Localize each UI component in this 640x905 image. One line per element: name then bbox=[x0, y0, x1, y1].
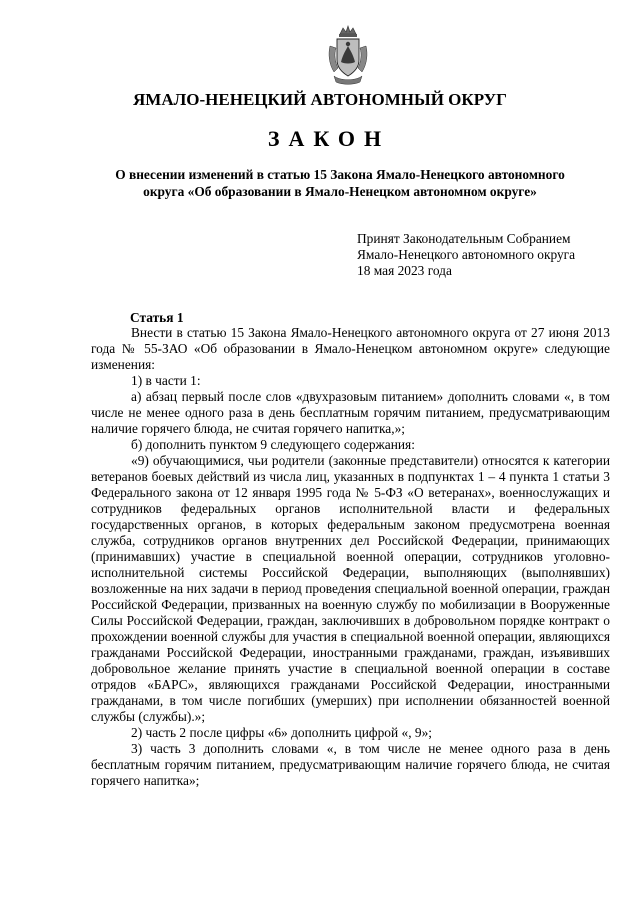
article-paragraph: Внести в статью 15 Закона Ямало-Ненецкого автономного округа от 27 июня 2013 года № 55-ЗАО «Об образовании в Ямало-Ненецком автономном округе» следующие изменения: bbox=[91, 325, 610, 372]
article-body bbox=[91, 325, 610, 789]
adoption-date: 18 мая 2023 года bbox=[357, 263, 452, 278]
coat-of-arms-icon bbox=[326, 24, 370, 86]
article-paragraph: б) дополнить пунктом 9 следующего содержания: bbox=[131, 437, 415, 452]
law-subtitle bbox=[80, 166, 600, 200]
adoption-line-2: Ямало-Ненецкого автономного округа bbox=[357, 247, 576, 262]
article-paragraph: 1) в части 1: bbox=[131, 373, 201, 388]
law-heading: ЗАКОН bbox=[267, 126, 391, 151]
adoption-block bbox=[357, 231, 627, 279]
article-paragraph: 2) часть 2 после цифры «6» дополнить цифрой «, 9»; bbox=[131, 725, 432, 740]
article-paragraph: «9) обучающимися, чьи родители (законные представители) относятся к категории ветеранов боевых действий из числа лиц, указанных в подпунктах 1 – 4 пункта 1 статьи 3 Федерального закона от 12 января 1995 года № 5-ФЗ «О ветеранах», военнослужащих и сотрудников федеральных органов исполнительной власти и федеральных государственных органов, в которых федеральным законом предусмотрена военная служба, сотрудников органов внутренних дел Российской Федерации, принимающих (принимавших) участие в специальной военной операции, сотрудников уголовно-исполнительной системы Российской Федерации, выполняющих (выполнявших) возложенные на них задачи в период проведения специальной военной операции, граждан Российской Федерации, призванных на военную службу по мобилизации в Вооруженные Силы Российской Федерации, граждан, заключивших в добровольном порядке контракт о прохождении военной службы для участия в специальной военной операции, являющихся гражданами Российской Федерации, иностранными гражданами, граждан, изъявивших добровольное желание принять участие в специальной военной операции в составе отрядов «БАРС», являющихся гражданами Российской Федерации, иностранными гражданами, в том числе погибших (умерших) при исполнении обязанностей военной службы (службы).»; bbox=[91, 453, 610, 724]
adoption-line-1: Принят Законодательным Собранием bbox=[357, 231, 571, 246]
region-title: ЯМАЛО-НЕНЕЦКИЙ АВТОНОМНЫЙ ОКРУГ bbox=[133, 90, 507, 109]
article-paragraph: 3) часть 3 дополнить словами «, в том числе не менее одного раза в день бесплатным горячим питанием, предусматривающим наличие горячего блюда, не считая горячего напитка»; bbox=[91, 741, 610, 788]
subtitle-line-1: О внесении изменений в статью 15 Закона Ямало-Ненецкого автономного bbox=[115, 167, 565, 182]
article-paragraph: а) абзац первый после слов «двухразовым питанием» дополнить словами «, в том числе не менее одного раза в день бесплатным горячим питанием, предусматривающим наличие горячего блюда, не считая горячего напитка,»; bbox=[91, 389, 610, 436]
subtitle-line-2: округа «Об образовании в Ямало-Ненецком автономном округе» bbox=[143, 184, 537, 199]
article-title: Статья 1 bbox=[130, 310, 184, 325]
